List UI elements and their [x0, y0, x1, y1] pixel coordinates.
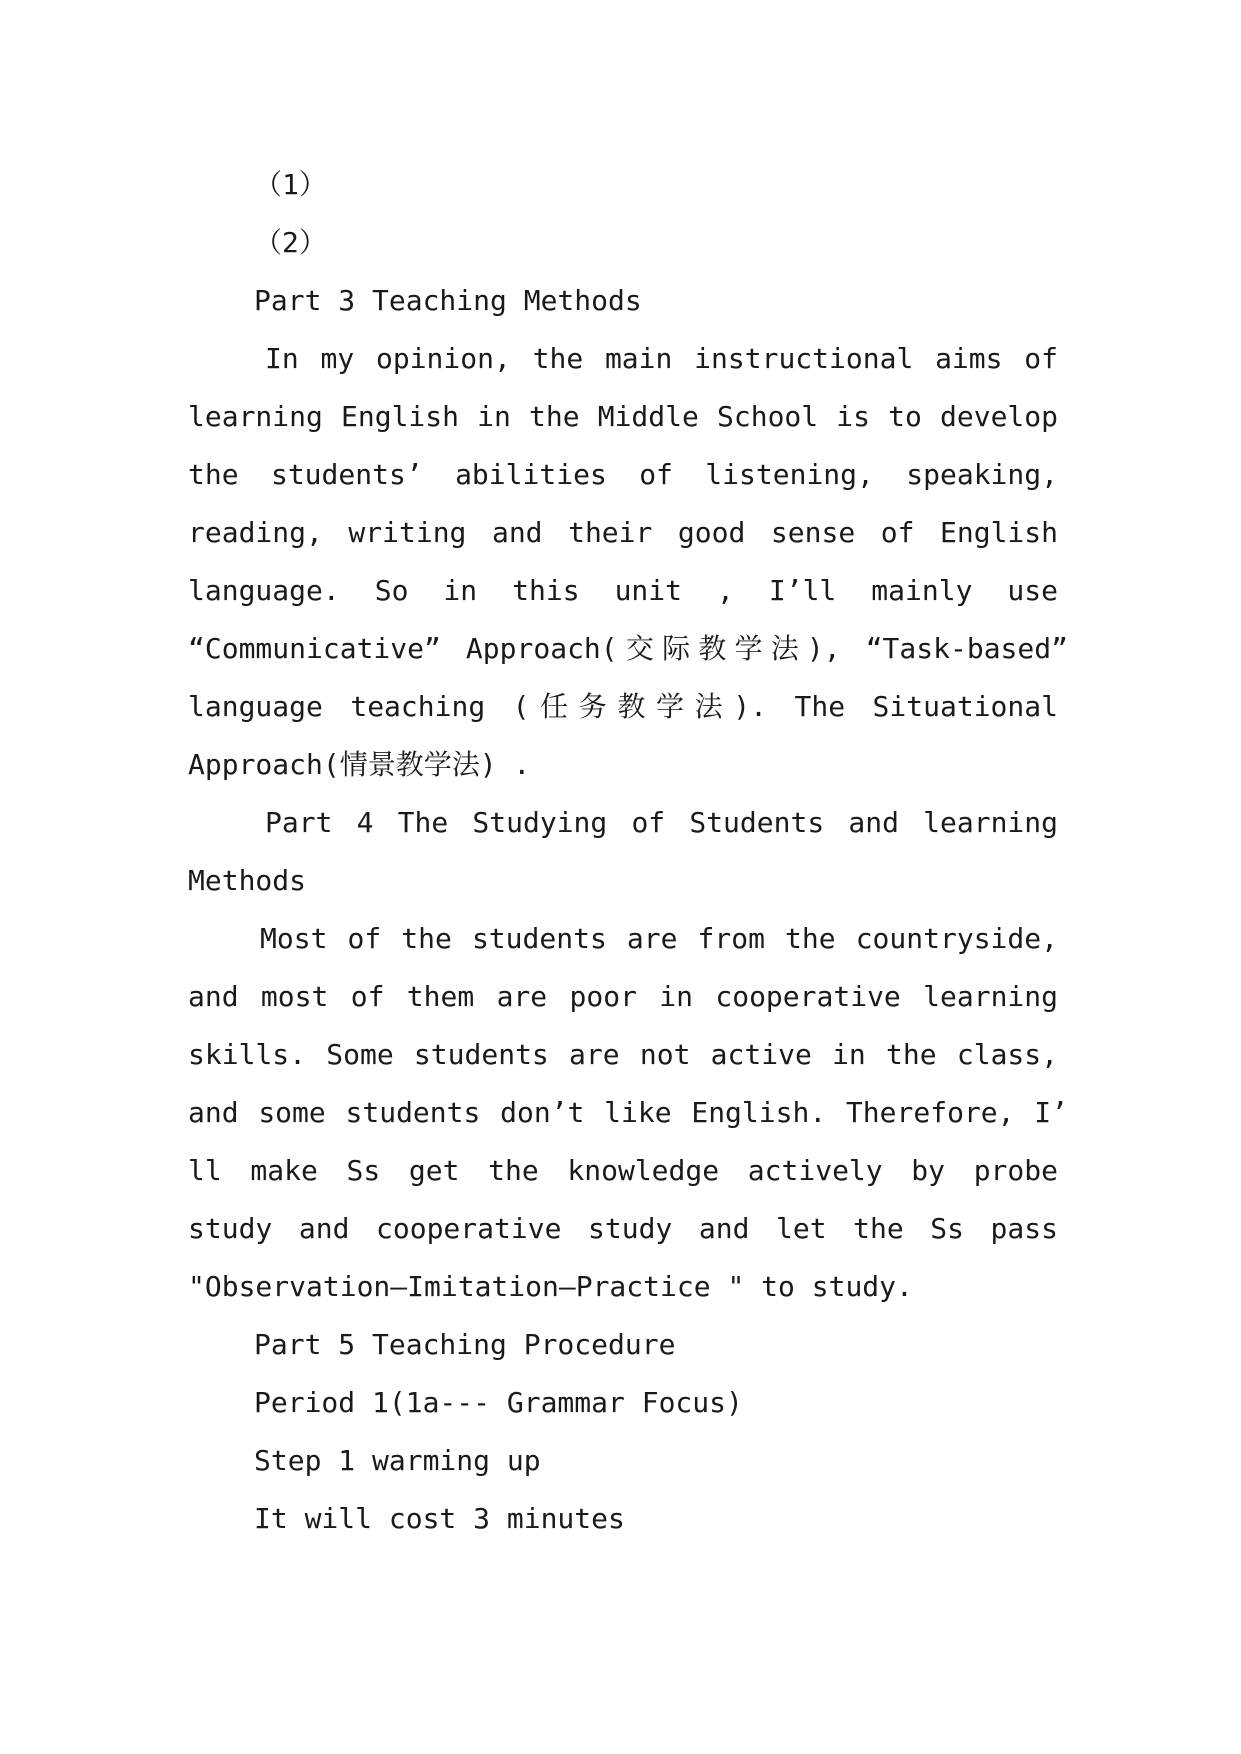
step-heading: Step 1 warming up — [254, 1444, 541, 1477]
paragraph-line: language teaching (任务教学法). The Situational — [188, 690, 1058, 723]
paragraph-line: and most of them are poor in cooperative learning — [188, 980, 1058, 1013]
paragraph-line: Approach(情景教学法) . — [188, 748, 531, 781]
step-detail: It will cost 3 minutes — [254, 1502, 625, 1535]
section-heading-part-3: Part 3 Teaching Methods — [254, 284, 642, 317]
paragraph-line: reading, writing and their good sense of English — [188, 516, 1058, 549]
section-heading-part-5: Part 5 Teaching Procedure — [254, 1328, 676, 1361]
list-item-1: （1） — [254, 168, 327, 201]
paragraph-line: and some students don’t like English. Therefore, I’ — [188, 1096, 1068, 1129]
paragraph-line: language. So in this unit , I’ll mainly use — [188, 574, 1058, 607]
paragraph-line: learning English in the Middle School is to develop — [188, 400, 1058, 433]
paragraph-line: the students’ abilities of listening, speaking, — [188, 458, 1058, 491]
period-heading: Period 1(1a--- Grammar Focus) — [254, 1386, 743, 1419]
paragraph-line: study and cooperative study and let the Ss pass — [188, 1212, 1058, 1245]
list-item-2: （2） — [254, 226, 327, 259]
paragraph-line: "Observation—Imitation—Practice " to study. — [188, 1270, 913, 1303]
section-heading-part-4: Part 4 The Studying of Students and learning — [265, 806, 1058, 839]
paragraph-line: ll make Ss get the knowledge actively by probe — [188, 1154, 1058, 1187]
section-heading-part-4-cont: Methods — [188, 864, 307, 897]
paragraph-line: skills. Some students are not active in the class, — [188, 1038, 1058, 1071]
paragraph-line: “Communicative” Approach(交际教学法), “Task-based” — [188, 632, 1068, 665]
paragraph-line: Most of the students are from the countryside, — [260, 922, 1058, 955]
paragraph-line: In my opinion, the main instructional aims of — [265, 342, 1058, 375]
